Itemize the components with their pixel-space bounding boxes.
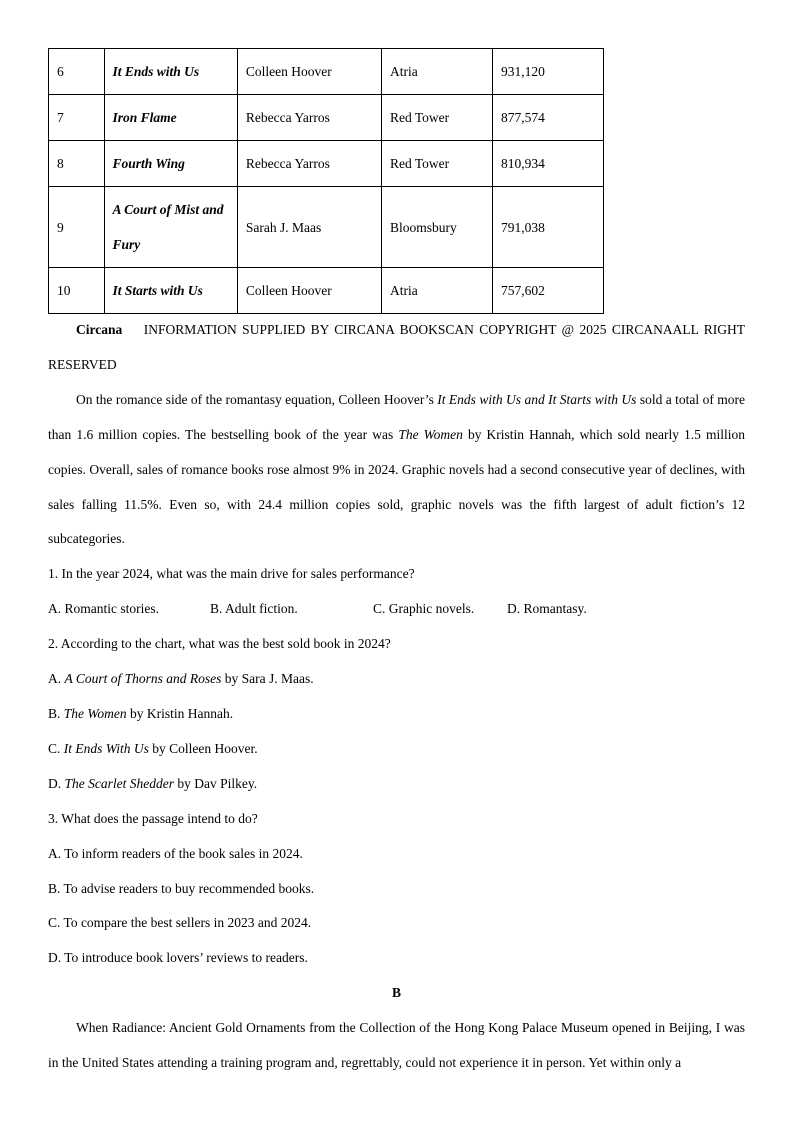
book-title: The Women	[398, 426, 463, 442]
option-d	[48, 767, 745, 802]
rank-cell: 10	[49, 268, 105, 314]
credit-text: INFORMATION SUPPLIED BY CIRCANA BOOKSCAN COPYRIGHT @ 2025 CIRCANAALL RIGHT RESERVED	[48, 322, 745, 372]
option-c	[48, 732, 745, 767]
question-2-stem: 2. According to the chart, what was the best sold book in 2024?	[48, 636, 391, 652]
publisher-cell: Atria	[381, 49, 492, 95]
publisher-cell: Bloomsbury	[381, 187, 492, 268]
option-text: by Kristin Hannah.	[126, 705, 234, 721]
title-cell: Fourth Wing	[104, 141, 237, 187]
publisher-cell: Atria	[381, 268, 492, 314]
option-letter: D.	[48, 775, 65, 791]
option-text: by Sara J. Maas.	[221, 671, 314, 687]
author-cell: Rebecca Yarros	[237, 141, 381, 187]
romance-paragraph	[48, 383, 745, 558]
title-cell: Iron Flame	[104, 95, 237, 141]
rank-cell: 7	[49, 95, 105, 141]
table-row	[49, 49, 604, 95]
rank-cell: 6	[49, 49, 105, 95]
author-cell: Colleen Hoover	[237, 49, 381, 95]
book-title: A Court of Thorns and Roses	[64, 671, 222, 687]
option-b: B. To advise readers to buy recommended books.	[48, 880, 315, 896]
publisher-cell: Red Tower	[381, 95, 492, 141]
table-row	[49, 95, 604, 141]
book-title: The Scarlet Shedder	[64, 775, 174, 791]
book-title: It Ends With Us	[63, 740, 149, 756]
title-cell: It Ends with Us	[104, 49, 237, 95]
question-1-stem: 1. In the year 2024, what was the main drive for sales performance?	[48, 566, 415, 582]
bestseller-table	[48, 48, 604, 314]
option-c: C. To compare the best sellers in 2023 and 2024.	[48, 915, 312, 931]
question-1-options	[48, 592, 745, 627]
question-3-stem: 3. What does the passage intend to do?	[48, 810, 258, 826]
table-row	[49, 187, 604, 268]
credit-label: Circana	[76, 322, 123, 337]
paragraph-text: sold a total of more than 1.6 million copies. The bestselling book of the year was	[48, 391, 745, 442]
option-letter: A.	[48, 671, 65, 687]
book-title: The Women	[63, 705, 127, 721]
source-credit	[48, 313, 745, 383]
table-row	[49, 141, 604, 187]
title-cell: It Starts with Us	[104, 268, 237, 314]
author-cell: Rebecca Yarros	[237, 95, 381, 141]
title-cell: A Court of Mist and Fury	[104, 187, 237, 268]
option-d: D. To introduce book lovers’ reviews to readers.	[48, 950, 308, 966]
paragraph-text: by Kristin Hannah, which sold nearly 1.5 million copies. Overall, sales of romance books rose almost 9% in 2024. Graphic novels had a second consecutive year of declines, with sales falling 11.5%. Even so, with 24.4 million copies sold, graphic novels was the fifth largest of adult fiction’s 12 subcategories.	[48, 426, 745, 547]
option-a: A. Romantic stories.	[48, 601, 159, 617]
option-text: by Dav Pilkey.	[173, 775, 258, 791]
option-d: D. Romantasy.	[507, 601, 587, 617]
rank-cell: 9	[49, 187, 105, 268]
section-heading: B	[391, 985, 401, 1001]
paragraph-text: On the romance side of the romantasy equation, Colleen Hoover’s	[76, 391, 438, 407]
option-letter: C.	[48, 740, 64, 756]
publisher-cell: Red Tower	[381, 141, 492, 187]
option-b	[48, 697, 745, 732]
sales-cell: 810,934	[492, 141, 603, 187]
sales-cell: 877,574	[492, 95, 603, 141]
option-letter: B.	[48, 705, 64, 721]
option-text: by Colleen Hoover.	[148, 740, 258, 756]
book-title: It Ends with Us and It Starts with Us	[437, 391, 637, 407]
passage-text	[48, 313, 745, 1081]
table-row	[49, 268, 604, 314]
sales-cell: 757,602	[492, 268, 603, 314]
option-b: B. Adult fiction.	[210, 601, 298, 617]
rank-cell: 8	[49, 141, 105, 187]
option-a	[48, 662, 745, 697]
option-c: C. Graphic novels.	[373, 601, 475, 617]
author-cell: Sarah J. Maas	[237, 187, 381, 268]
author-cell: Colleen Hoover	[237, 268, 381, 314]
section-b-paragraph: When Radiance: Ancient Gold Ornaments from the Collection of the Hong Kong Palace Museum opened in Beijing, I was in the United States attending a training program and, regrettably, could not experience it in person. Yet within only a	[48, 1020, 745, 1071]
sales-cell: 931,120	[492, 49, 603, 95]
option-a: A. To inform readers of the book sales in 2024.	[48, 845, 303, 861]
sales-cell: 791,038	[492, 187, 603, 268]
